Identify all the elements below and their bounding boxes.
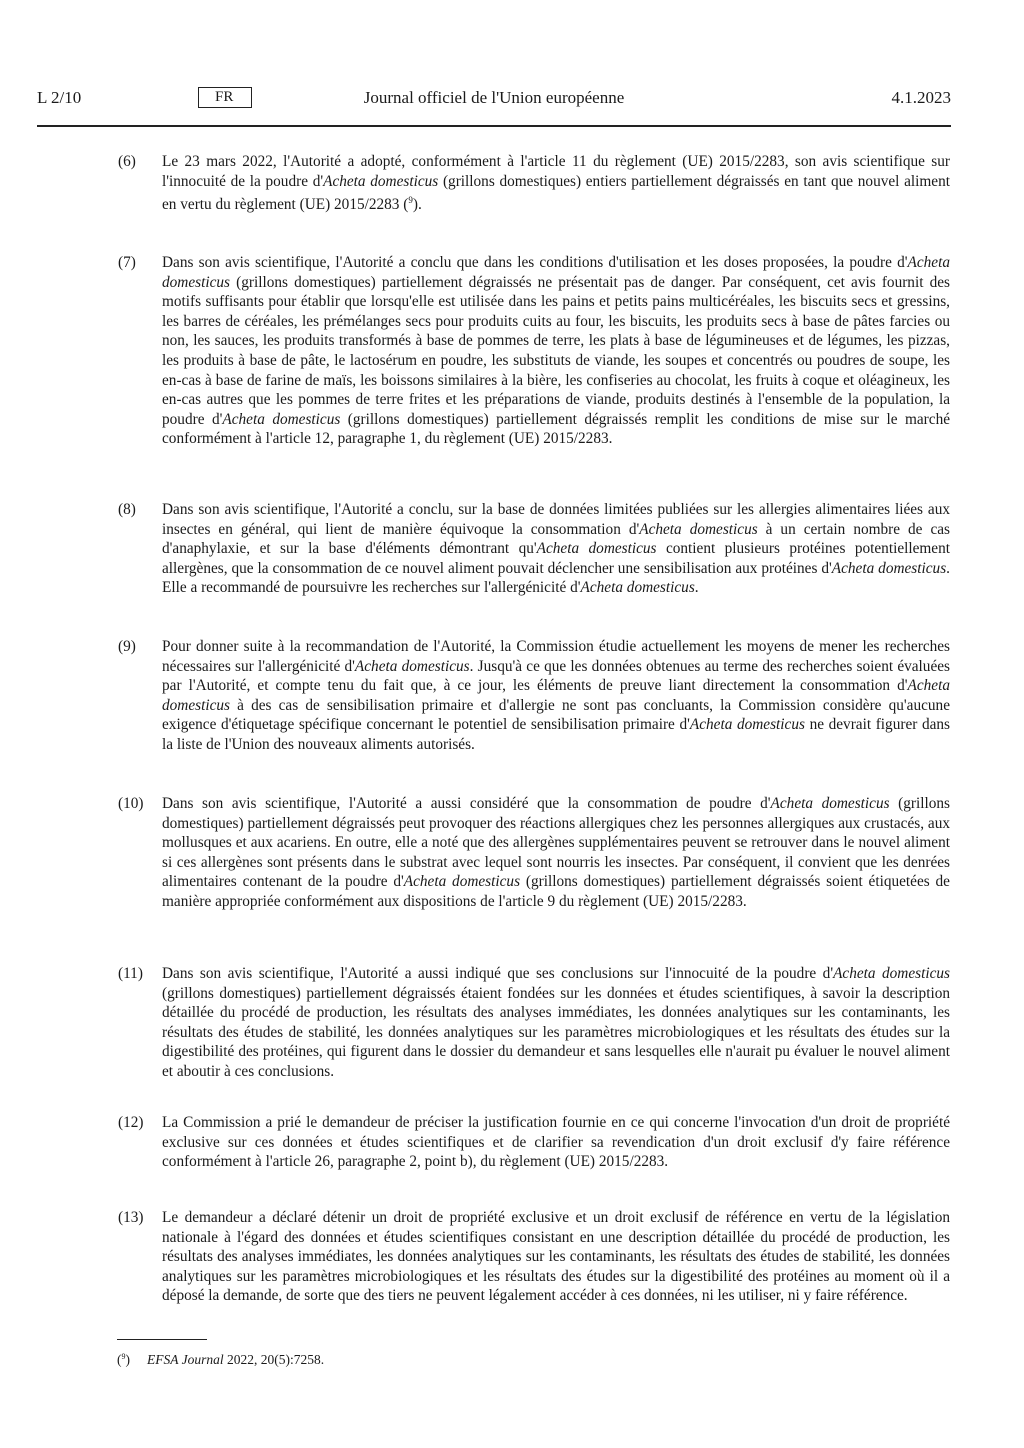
text-run: à un certain nombre de cas d'anaphylaxie, et sur la base d'éléments démontrant qu' — [162, 520, 950, 558]
species-name: Acheta domesticus — [323, 172, 439, 190]
recital-number: (6) — [118, 153, 136, 170]
recital-text — [162, 637, 950, 755]
recital-text — [162, 964, 950, 1082]
recital-text — [162, 1113, 950, 1172]
recital-text — [162, 794, 950, 912]
species-name: Acheta domesticus — [580, 579, 695, 597]
species-name: Acheta domesticus — [222, 410, 341, 428]
text-run: (grillons domestiques) partiellement dégraissés étaient fondées sur les données et études scientifiques, à savoir la description détaillée du procédé de production, les résultats des analyses immédiates, les données analytiques sur les contaminants, les résultats des études de stabilité, les données analytiques sur les paramètres microbiologiques et les résultats des études sur la digestibilité des protéines, qui figurent dans le dossier du demandeur et sans lesquelles elle n'aurait pu évaluer le nouvel aliment et aboutir à ces conclusions. — [162, 984, 950, 1080]
recital-13 — [118, 1208, 950, 1306]
page-reference: L 2/10 — [37, 88, 82, 107]
recital-number: (10) — [118, 795, 144, 812]
recital-9 — [118, 637, 950, 755]
text-run: Dans son avis scientifique, l'Autorité a conclu que dans les conditions d'utilisation et les doses proposées, la poudre d' — [162, 254, 908, 271]
species-name: Acheta domesticus — [831, 559, 947, 577]
header-divider — [37, 125, 951, 127]
text-run: (grillons domestiques) partiellement dégraissés ne présentait pas de danger. Par conséquent, cet avis fournit des motifs suffisants pour établir que lorsqu'elle est utilisée dans les pains et petits pains multicéréales, les biscuits secs et gressins, les barres de céréales, les prémélanges secs pour produits cuits au four, les biscuits, les produits secs à base de pâtes farcies ou non, les sauces, les produits transformés à base de pommes de terre, les plats à base de légumineuses et de légumes, les pizzas, les produits à base de pâte, le lactosérum en poudre, les substituts de viande, les soupes et concentrés ou poudres de soupe, les en-cas à base de farine de maïs, les boissons similaires à la bière, les confiseries au chocolat, les fruits à coque et oléagineux, les en-cas autres que les pommes de terre frites et les préparations de viande, produits destinés à l'ensemble de la population, la poudre d' — [162, 273, 950, 428]
footnote — [117, 1352, 324, 1368]
footnote-journal: EFSA Journal — [147, 1352, 224, 1367]
recital-7 — [118, 253, 950, 449]
footnote-citation: 2022, 20(5):7258. — [223, 1352, 325, 1367]
recital-text — [162, 1208, 950, 1306]
text-run: Dans son avis scientifique, l'Autorité a aussi considéré que la consommation de poudre d' — [162, 795, 771, 812]
text-run: Pour donner suite à la recommandation de l'Autorité, la Commission étudie actuellement les moyens de mener les recherches nécessaires sur l'allergénicité d' — [162, 638, 950, 675]
recital-11 — [118, 964, 950, 1082]
text-run: . Jusqu'à ce que les données obtenues au terme des recherches soient évaluées par l'Autorité, et compte tenu du fait que, à ce jour, les éléments de preuve liant directement la consommation d' — [162, 657, 950, 695]
journal-title: Journal officiel de l'Union européenne — [363, 88, 625, 107]
species-name: Acheta domesticus — [354, 657, 470, 675]
text-run: ). — [412, 196, 422, 214]
publication-date: 4.1.2023 — [891, 88, 951, 107]
text-run: . — [694, 579, 699, 597]
text-run: ne devrait figurer dans la liste de l'Union des nouveaux aliments autorisés. — [162, 716, 950, 753]
species-name: Acheta domesticus — [536, 540, 657, 558]
text-run: Le 23 mars 2022, l'Autorité a adopté, conformément à l'article 11 du règlement (UE) 2015/2283, son avis scientifique sur l'innocuité de la poudre d' — [162, 153, 950, 190]
text-run: La Commission a prié le demandeur de préciser la justification fournie en ce qui concerne l'invocation d'un droit de propriété exclusive sur ces données et études scientifiques et de clarifier sa revendication d'un droit exclusif d'y faire référence conformément à l'article 26, paragraphe 2, point b), du règlement (UE) 2015/2283. — [162, 1114, 950, 1171]
text-run: Le demandeur a déclaré détenir un droit de propriété exclusive et un droit exclusif de référence en vertu de la législation nationale à l'égard des données et études scientifiques consistant en une description détaillée du procédé de production, les résultats des analyses immédiates, les données analytiques sur les contaminants, les résultats des études de stabilité, les données analytiques sur les paramètres microbiologiques et les résultats des études sur la digestibilité des protéines au moment où il a déposé la demande, de sorte que des tiers ne peuvent légalement accéder à ces données, ni les utiliser, ni y faire référence. — [162, 1209, 950, 1305]
text-run: . Elle a recommandé de poursuivre les recherches sur l'allergénicité d' — [162, 559, 950, 597]
recital-6 — [118, 152, 950, 215]
recital-number: (8) — [118, 501, 136, 518]
text-run: Dans son avis scientifique, l'Autorité a aussi indiqué que ses conclusions sur l'innocuité de la poudre d' — [162, 965, 834, 982]
footnote-marker: ($^9$) — [117, 1352, 130, 1367]
text-run: (grillons domestiques) partiellement dégraissés remplit les conditions de mise sur le marché conformément à l'article 12, paragraphe 1, du règlement (UE) 2015/2283. — [162, 410, 951, 448]
species-name: Acheta domesticus — [833, 965, 950, 982]
species-name: Acheta domesticus — [689, 716, 805, 734]
page-header — [37, 84, 951, 112]
recital-number: (7) — [118, 254, 136, 271]
footnote-divider — [117, 1339, 207, 1340]
recital-number: (13) — [118, 1209, 144, 1226]
recital-text — [162, 253, 950, 449]
recital-text — [162, 500, 950, 598]
language-badge: FR — [198, 87, 252, 108]
recital-8 — [118, 500, 950, 598]
footnote-reference: 9 — [408, 195, 413, 206]
text-run: Dans son avis scientifique, l'Autorité a conclu, sur la base de données limitées publiées sur les allergies alimentaires liées aux insectes en général, qui lient de manière équivoque la consommation d' — [162, 501, 950, 538]
species-name: Acheta domesticus — [162, 677, 950, 714]
text-run: (grillons domestiques) entiers partiellement dégraissés en tant que nouvel aliment en vertu du règlement (UE) 2015/2283 ( — [162, 172, 950, 214]
species-name: Acheta domesticus — [639, 520, 758, 538]
text-run: contient plusieurs protéines potentiellement allergènes, que la consommation de ce nouvel aliment pouvait déclencher une sensibilisation aux protéines d' — [162, 540, 950, 577]
recital-10 — [118, 794, 950, 912]
text-run: à des cas de sensibilisation primaire et d'allergie ne sont pas concluants, la Commission considère qu'aucune exigence d'étiquetage spécifique concernant le potentiel de sensibilisation primaire d' — [162, 696, 950, 734]
species-name: Acheta domesticus — [403, 873, 521, 891]
text-run: (grillons domestiques) partiellement dégraissés soient étiquetées de manière appropriée conformément aux dispositions de l'article 9 du règlement (UE) 2015/2283. — [162, 873, 950, 910]
recital-text — [162, 152, 950, 215]
recital-number: (11) — [118, 965, 143, 982]
recital-number: (9) — [118, 638, 136, 655]
species-name: Acheta domesticus — [770, 795, 890, 812]
recital-number: (12) — [118, 1114, 144, 1131]
recital-12 — [118, 1113, 950, 1172]
species-name: Acheta domesticus — [162, 254, 950, 291]
text-run: (grillons domestiques) partiellement dégraissés peut provoquer des réactions allergiques chez les personnes allergiques aux crustacés, aux mollusques et aux acariens. En outre, elle a noté que des allergènes supplémentaires peuvent se retrouver dans le nouvel aliment si ces allergènes sont présents dans le substrat avec lequel sont nourris les insectes. Par conséquent, il convient que les denrées alimentaires contenant de la poudre d' — [162, 795, 950, 891]
